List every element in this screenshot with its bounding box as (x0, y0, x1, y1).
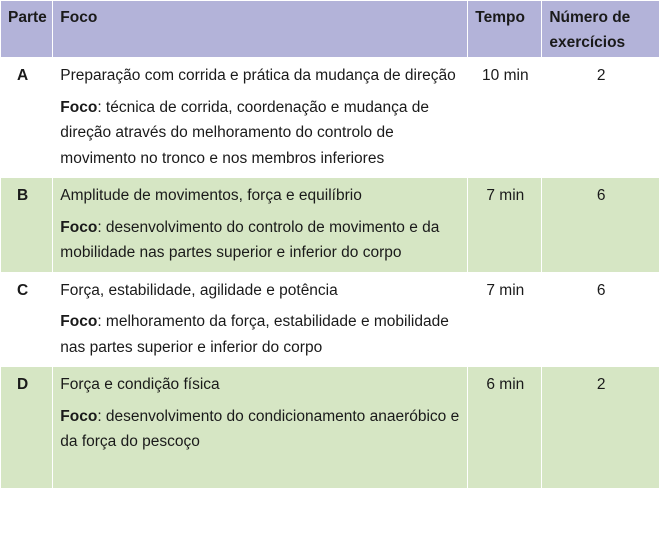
row-focus-cell (53, 272, 468, 367)
header-count: Número de exercícios (542, 1, 660, 58)
header-focus: Foco (53, 1, 468, 58)
row-time: 10 min (468, 58, 542, 178)
row-title: Preparação com corrida e prática da mudança de direção (60, 67, 456, 84)
table-row (1, 58, 660, 178)
row-time: 6 min (468, 367, 542, 489)
header-part: Parte (1, 1, 53, 58)
table-row (1, 367, 660, 489)
focus-text: : melhoramento da força, estabilidade e mobilidade nas partes superior e inferior do corpo (60, 313, 449, 356)
focus-text: : desenvolvimento do controlo de movimento e da mobilidade nas partes superior e inferior do corpo (60, 218, 440, 261)
table-row (1, 272, 660, 367)
focus-label: Foco (60, 218, 98, 236)
row-count: 2 (542, 58, 660, 178)
row-part: B (1, 178, 53, 273)
row-title: Força e condição física (60, 376, 220, 393)
table-row (1, 178, 660, 273)
row-focus (60, 404, 461, 455)
row-title: Amplitude de movimentos, força e equilíbrio (60, 187, 362, 204)
row-part: C (1, 272, 53, 367)
row-count: 2 (542, 367, 660, 489)
row-focus (60, 309, 461, 360)
row-focus-cell (53, 178, 468, 273)
focus-label: Foco (60, 313, 98, 330)
focus-text: : técnica de corrida, coordenação e mudança de direção através do melhoramento do controlo de movimento no tronco e nos membros inferiores (60, 98, 430, 167)
header-time: Tempo (468, 1, 542, 58)
table-header-row (1, 1, 660, 58)
row-part: D (1, 367, 53, 489)
focus-label: Foco (60, 98, 98, 116)
row-part: A (1, 58, 53, 178)
row-count: 6 (542, 272, 660, 367)
row-focus-cell (53, 58, 468, 178)
row-time: 7 min (468, 272, 542, 367)
row-title: Força, estabilidade, agilidade e potência (60, 281, 338, 299)
row-focus (60, 95, 461, 172)
row-focus-cell (53, 367, 468, 489)
focus-text: : desenvolvimento do condicionamento anaeróbico e da força do pescoço (60, 407, 460, 450)
row-time: 7 min (468, 178, 542, 273)
row-focus (60, 215, 461, 266)
row-count: 6 (542, 178, 660, 273)
focus-label: Foco (60, 407, 98, 425)
